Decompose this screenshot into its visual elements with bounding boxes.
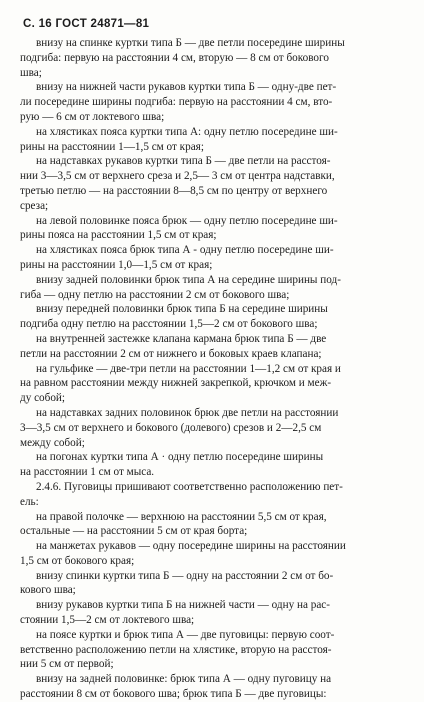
text-line: ель:: [20, 495, 39, 508]
text-line: на поясе куртки и брюк типа А — две пуговицы: первую соот-: [36, 628, 335, 641]
text-line: внизу рукавов куртки типа Б на нижней части — одну на рас-: [36, 599, 330, 612]
text-line: рую — 6 см от локтевого шва;: [20, 110, 165, 123]
text-line: подгиба одну петлю на расстоянии 1,5—2 см от бокового шва;: [20, 318, 318, 331]
text-line: внизу задней половинки брюк типа А на середине ширины под-: [36, 273, 341, 286]
text-line: расстоянии 8 см от бокового шва; брюк типа Б — две пуговицы:: [20, 688, 327, 701]
text-line: на надставках рукавов куртки типа Б — две петли на расстоя-: [36, 155, 331, 168]
text-line: кового шва;: [20, 584, 76, 597]
text-line: внизу на спинке куртки типа Б — две петли посередине ширины: [36, 37, 345, 49]
text-line: на погонах куртки типа А · одну петлю посередине ширины: [36, 451, 324, 464]
text-line: между собой;: [20, 436, 85, 449]
text-line: стоянии 1,5—2 см от локтевого шва;: [20, 614, 195, 627]
text-line: 3—3,5 см от верхнего и бокового (долевого) срезов и 2—2,5 см: [20, 421, 322, 434]
text-line: ли посередине ширины подгиба: первую на расстоянии 4 см, вто-: [20, 96, 333, 109]
text-line: внизу на нижней части рукавов куртки типа Б — одну-две пет-: [36, 81, 337, 94]
text-line: шва;: [20, 66, 42, 79]
text-line: нии 3—3,5 см от верхнего среза и 2,5— 3 см от центра надставки,: [20, 170, 335, 183]
text-line: на левой половинке пояса брюк — одну петлю посередине ши-: [36, 214, 338, 227]
text-line: на надставках задних половинок брюк две петли на расстоянии: [36, 406, 339, 419]
text-line: на внутренней застежке клапана кармана брюк типа Б — две: [36, 332, 327, 345]
page-number: С. 16: [23, 18, 52, 30]
text-line: на хлястиках пояса брюк типа А - одну петлю посередине ши-: [36, 244, 334, 257]
text-line: третью петлю — на расстоянии 8—8,5 см по центру от верхнего: [20, 184, 328, 197]
text-line: 2.4.6. Пуговицы пришивают соответственно расположению пет-: [36, 480, 343, 493]
text-line: ду собой;: [20, 392, 66, 405]
text-line: рины пояса на расстоянии 1,5 см от края;: [20, 229, 217, 242]
text-line: внизу спинки куртки типа Б — одну на расстоянии 2 см от бо-: [36, 569, 334, 582]
text-line: внизу на задней половинке: брюк типа А — одну пуговицу на: [36, 673, 332, 686]
text-line: внизу передней половинки брюк типа Б на середине ширины: [36, 303, 328, 316]
text-line: нии 5 см от первой;: [20, 658, 114, 671]
text-line: петли на расстоянии 2 см от нижнего и боковых краев клапана;: [20, 347, 322, 360]
text-line: на правой полочке — верхнюю на расстоянии 5,5 см от края,: [36, 510, 327, 523]
text-line: ветственно расположению петли на хлястике, вторую на расстоя-: [20, 643, 332, 656]
text-line: на манжетах рукавов — одну посередине ширины на расстоянии: [36, 540, 346, 553]
document-body: [20, 36, 404, 702]
text-line: на равном расстоянии между нижней закрепкой, крючком и меж-: [20, 377, 332, 390]
text-line: подгиба: первую на расстоянии 4 см, вторую — 8 см от бокового: [20, 51, 329, 64]
text-line: 1,5 см от бокового края;: [20, 554, 135, 567]
text-line: на хлястиках пояса куртки типа А: одну петлю посередине ши-: [36, 125, 338, 138]
text-line: остальные — на расстоянии 5 см от края борта;: [20, 525, 248, 538]
text-line: рины на расстоянии 1—1,5 см от края;: [20, 140, 204, 153]
page-header: [23, 16, 404, 32]
text-line: на гульфике — две-три петли на расстоянии 1—1,2 см от края и: [36, 362, 341, 375]
text-line: среза;: [20, 199, 49, 212]
text-line: гиба — одну петлю на расстоянии 2 см от бокового шва;: [20, 288, 290, 301]
standard-code: ГОСТ 24871—81: [55, 18, 150, 30]
text-line: на расстоянии 1 см от мыса.: [20, 466, 155, 479]
text-line: рины на расстоянии 1,0—1,5 см от края;: [20, 258, 213, 271]
